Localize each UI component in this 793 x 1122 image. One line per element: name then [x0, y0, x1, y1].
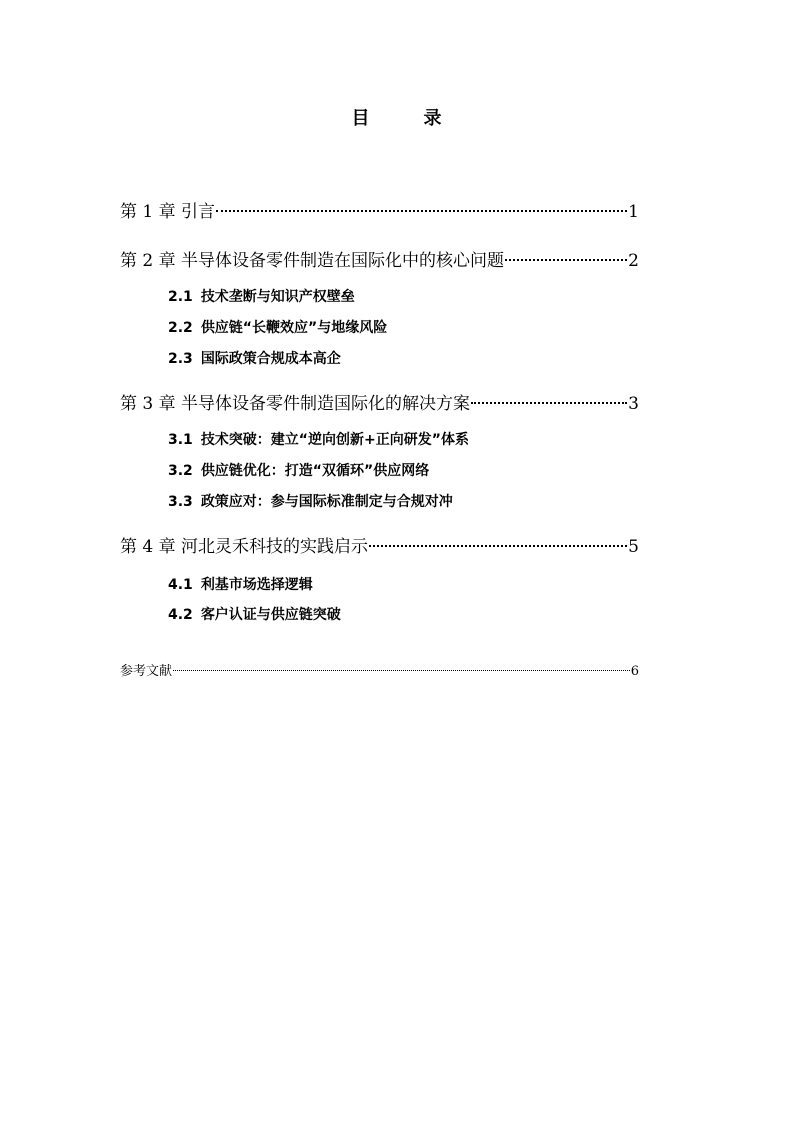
section-label: 供应链优化：打造“双循环”供应网络	[200, 463, 430, 479]
section-label: 利基市场选择逻辑	[200, 577, 313, 593]
dot-leader	[216, 210, 627, 212]
section-number: 3.3	[168, 494, 193, 510]
dot-leader	[471, 402, 627, 404]
section-number: 3.2	[168, 463, 193, 479]
section-label: 技术垄断与知识产权壁垒	[200, 289, 355, 305]
chapter-label: 第 2 章 半导体设备零件制造在国际化中的核心问题	[120, 251, 505, 271]
section-number: 4.1	[168, 577, 193, 593]
page-number: 1	[628, 202, 639, 222]
references-label: 参考文献	[120, 664, 173, 679]
toc-section-4-1[interactable]	[168, 575, 313, 595]
toc-chapter-1[interactable]	[120, 200, 639, 224]
section-label: 客户认证与供应链突破	[200, 607, 341, 623]
dot-leader	[369, 545, 627, 547]
toc-section-3-2[interactable]	[168, 461, 429, 481]
toc-title: 目 录	[351, 108, 460, 129]
toc-section-3-1[interactable]	[168, 430, 469, 450]
section-number: 4.2	[168, 607, 193, 623]
chapter-label: 第 1 章 引言	[120, 202, 216, 222]
toc-section-4-2[interactable]	[168, 605, 341, 625]
toc-chapter-3[interactable]	[120, 392, 639, 416]
toc-chapter-4[interactable]	[120, 535, 639, 559]
section-label: 供应链“长鞭效应”与地缘风险	[200, 320, 388, 336]
toc-section-2-2[interactable]	[168, 318, 387, 338]
toc-section-2-1[interactable]	[168, 287, 355, 307]
page-number: 3	[628, 394, 639, 414]
section-number: 2.2	[168, 320, 193, 336]
section-label: 政策应对：参与国际标准制定与合规对冲	[200, 494, 453, 510]
page-number: 6	[630, 664, 639, 679]
page-number: 2	[628, 251, 639, 271]
section-number: 2.3	[168, 351, 193, 367]
dot-leader	[505, 259, 627, 261]
toc-chapter-2[interactable]	[120, 249, 639, 273]
toc-section-3-3[interactable]	[168, 492, 453, 512]
chapter-label: 第 4 章 河北灵禾科技的实践启示	[120, 537, 369, 557]
section-label: 国际政策合规成本高企	[200, 351, 341, 367]
section-number: 3.1	[168, 432, 193, 448]
toc-section-2-3[interactable]	[168, 349, 341, 369]
chapter-label: 第 3 章 半导体设备零件制造国际化的解决方案	[120, 394, 471, 414]
section-label: 技术突破：建立“逆向创新+正向研发”体系	[200, 432, 469, 448]
page-number: 5	[628, 537, 639, 557]
section-number: 2.1	[168, 289, 193, 305]
toc-references[interactable]	[120, 662, 639, 682]
dot-leader	[173, 670, 630, 671]
